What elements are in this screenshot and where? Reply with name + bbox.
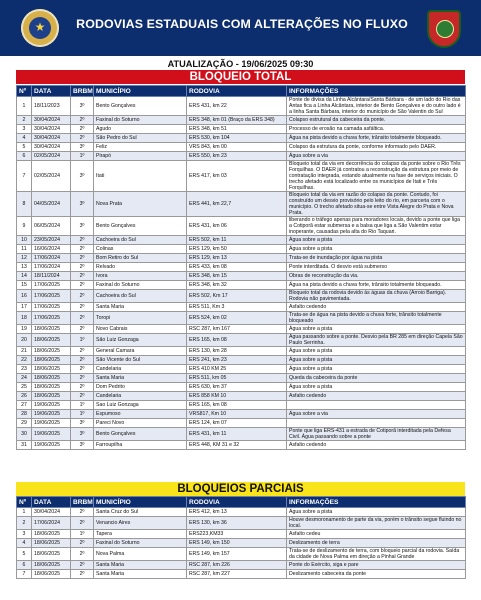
- emblem-center: [436, 20, 454, 38]
- table-row: [17, 441, 466, 450]
- cell-brbm: 2º: [71, 383, 94, 392]
- cell-data: 04/05/2024: [32, 192, 71, 217]
- cell-informacoes: Trata-se de inundação por água na pista: [287, 254, 466, 263]
- cell-rodovia: ERS 530, km 104: [187, 134, 287, 143]
- column-header-rodovia: RODOVIA: [187, 497, 287, 508]
- cell-numero: 16: [17, 290, 32, 303]
- cell-numero: 2: [17, 517, 32, 530]
- table-row: [17, 236, 466, 245]
- cell-municipio: Cachoeira do Sul: [94, 236, 187, 245]
- cell-rodovia: RSC 287, km 227: [187, 570, 287, 579]
- cell-numero: 14: [17, 272, 32, 281]
- cell-rodovia: ERS 502, Km 17: [187, 290, 287, 303]
- cell-informacoes: Água sobre a pista: [287, 245, 466, 254]
- column-header-numero: Nº: [17, 86, 32, 97]
- section-title-bloqueios-parciais: BLOQUEIOS PARCIAIS: [16, 482, 465, 496]
- cell-data: 18/06/2025: [32, 561, 71, 570]
- cell-informacoes: Deslizamento cabeceira da ponte: [287, 570, 466, 579]
- cell-municipio: Faxinal do Soturno: [94, 281, 187, 290]
- cell-numero: 7: [17, 161, 32, 192]
- table-row: [17, 303, 466, 312]
- cell-brbm: 2º: [71, 245, 94, 254]
- cell-rodovia: VRS817, Km 10: [187, 410, 287, 419]
- cell-informacoes: Bloqueio total da rodovia devido às águas da chuva (Arroio Barriga). Rodovia não pavimentada.: [287, 290, 466, 303]
- cell-informacoes: Ponte que liga ERS-431 a estrada de Cotiporã interditada pela Defesa Civil. Água passando sobre a ponte: [287, 428, 466, 441]
- cell-informacoes: Ponte de divisa da Linha Alcântara/Santa Bárbara - de um lado do Rio das Antas fica a Linha Alcântara, interior de Bento Gonçalves e do outro lado é a linha Santa Bárbara, interior do município de São Valentin do Sul: [287, 97, 466, 116]
- cell-brbm: 2º: [71, 508, 94, 517]
- table-row: [17, 161, 466, 192]
- cell-brbm: 3º: [71, 161, 94, 192]
- table-row: [17, 410, 466, 419]
- cell-data: 18/06/2025: [32, 365, 71, 374]
- cell-numero: 17: [17, 303, 32, 312]
- cell-data: 30/04/2024: [32, 125, 71, 134]
- cell-data: 30/04/2024: [32, 116, 71, 125]
- cell-numero: 31: [17, 441, 32, 450]
- brigade-emblem-logo: [427, 10, 461, 48]
- table-body-bloqueios-parciais: [17, 508, 466, 579]
- table-row: [17, 263, 466, 272]
- cell-municipio: Itati: [94, 161, 187, 192]
- cell-data: 18/06/2025: [32, 356, 71, 365]
- cell-brbm: 2º: [71, 356, 94, 365]
- cell-numero: 10: [17, 236, 32, 245]
- table-row: [17, 517, 466, 530]
- table-row: [17, 217, 466, 236]
- cell-municipio: Relvado: [94, 263, 187, 272]
- table-row: [17, 428, 466, 441]
- cell-brbm: 3º: [71, 97, 94, 116]
- cell-numero: 22: [17, 356, 32, 365]
- cell-municipio: Nova Prata: [94, 192, 187, 217]
- cell-rodovia: RSC 287, km 226: [187, 561, 287, 570]
- column-header-brbm: BRBM: [71, 86, 94, 97]
- cell-brbm: 2º: [71, 272, 94, 281]
- cell-numero: 3: [17, 125, 32, 134]
- cell-brbm: 1º: [71, 401, 94, 410]
- cell-municipio: Colinas: [94, 245, 187, 254]
- cell-data: 06/05/2024: [32, 217, 71, 236]
- cell-informacoes: Água sobre a pista: [287, 325, 466, 334]
- cell-rodovia: ERS 130, km 28: [187, 347, 287, 356]
- cell-rodovia: ERS 149, km 157: [187, 548, 287, 561]
- table-row: [17, 143, 466, 152]
- cell-data: 18/06/2025: [32, 548, 71, 561]
- table-row: [17, 245, 466, 254]
- cell-numero: 27: [17, 401, 32, 410]
- column-header-rodovia: RODOVIA: [187, 86, 287, 97]
- cell-data: 17/06/2024: [32, 263, 71, 272]
- cell-municipio: Espumoso: [94, 410, 187, 419]
- cell-informacoes: Trata-se de água na pista devido a chuva forte, trânsito totalmente bloqueado: [287, 312, 466, 325]
- table-row: [17, 374, 466, 383]
- cell-numero: 8: [17, 192, 32, 217]
- cell-brbm: 2º: [71, 116, 94, 125]
- cell-data: 18/06/2025: [32, 347, 71, 356]
- cell-brbm: 3º: [71, 217, 94, 236]
- cell-data: 18/06/2025: [32, 570, 71, 579]
- cell-rodovia: ERS 348, km 32: [187, 281, 287, 290]
- cell-rodovia: ERS 511, Km 3: [187, 303, 287, 312]
- cell-rodovia: RSC 287, km 167: [187, 325, 287, 334]
- cell-data: 30/04/2024: [32, 134, 71, 143]
- table-row: [17, 134, 466, 143]
- table-row: [17, 347, 466, 356]
- cell-data: 19/06/2025: [32, 428, 71, 441]
- cell-numero: 24: [17, 374, 32, 383]
- cell-municipio: Venancio Aires: [94, 517, 187, 530]
- cell-municipio: Feliz: [94, 143, 187, 152]
- cell-rodovia: ERS 410 KM 25: [187, 365, 287, 374]
- cell-data: 18/11/2023: [32, 97, 71, 116]
- cell-rodovia: ERS 502, km 11: [187, 236, 287, 245]
- cell-data: 30/04/2024: [32, 508, 71, 517]
- cell-municipio: Faxinal do Soturno: [94, 116, 187, 125]
- cell-brbm: 2º: [71, 290, 94, 303]
- cell-brbm: 2º: [71, 365, 94, 374]
- cell-data: 17/06/2024: [32, 254, 71, 263]
- cell-municipio: Bom Retiro do Sul: [94, 254, 187, 263]
- header-title: RODOVIAS ESTADUAIS COM ALTERAÇÕES NO FLUXO: [76, 17, 408, 31]
- cell-numero: 4: [17, 539, 32, 548]
- cell-informacoes: Trata-se de deslizamento de terra, com bloqueio parcial da rodovia. Saída da cidade de Nova Palma em direção a Pinhal Grande: [287, 548, 466, 561]
- cell-data: 16/06/2024: [32, 245, 71, 254]
- cell-brbm: 2º: [71, 281, 94, 290]
- cell-numero: 6: [17, 561, 32, 570]
- cell-municipio: Pirapó: [94, 152, 187, 161]
- cell-brbm: 2º: [71, 347, 94, 356]
- cell-informacoes: liberando o tráfego apenas para moradores locais, devido a ponte que liga a Cotiporã estar submersa e a balsa que liga a São Valentim estar inoperante, causadas pela alta do Rio Taquari.: [287, 217, 466, 236]
- cell-municipio: Candelaria: [94, 365, 187, 374]
- cell-rodovia: ERS 348, km 01 (Braço da ERS 348): [187, 116, 287, 125]
- cell-numero: 15: [17, 281, 32, 290]
- cell-brbm: 3º: [71, 441, 94, 450]
- cell-numero: 29: [17, 419, 32, 428]
- table-row: [17, 539, 466, 548]
- cell-brbm: 1º: [71, 410, 94, 419]
- cell-rodovia: ERS 129, km 50: [187, 245, 287, 254]
- cell-brbm: 2º: [71, 517, 94, 530]
- cell-informacoes: Asfalto cedendo: [287, 392, 466, 401]
- cell-municipio: Toropi: [94, 312, 187, 325]
- cell-brbm: 3º: [71, 428, 94, 441]
- cell-rodovia: ERS 431, km 22: [187, 97, 287, 116]
- cell-brbm: 3º: [71, 143, 94, 152]
- cell-data: 17/06/2024: [32, 517, 71, 530]
- table-row: [17, 383, 466, 392]
- cell-municipio: Santa Maria: [94, 303, 187, 312]
- cell-informacoes: Asfalto cedeu: [287, 530, 466, 539]
- cell-informacoes: Colapso estrutural da cabeceira da ponte.: [287, 116, 466, 125]
- cell-informacoes: Deslizamento de terra: [287, 539, 466, 548]
- table-row: [17, 116, 466, 125]
- table-row: [17, 272, 466, 281]
- cell-municipio: Agudo: [94, 125, 187, 134]
- cell-informacoes: Processo de erosão na camada asfáltica.: [287, 125, 466, 134]
- cell-informacoes: [287, 401, 466, 410]
- cell-informacoes: Água sobre a pista: [287, 347, 466, 356]
- cell-data: 17/06/2025: [32, 290, 71, 303]
- cell-municipio: Santa Maria: [94, 570, 187, 579]
- cell-numero: 19: [17, 325, 32, 334]
- cell-data: 18/06/2025: [32, 374, 71, 383]
- cell-numero: 28: [17, 410, 32, 419]
- cell-brbm: 2º: [71, 570, 94, 579]
- cell-rodovia: ERS 433, km 08: [187, 263, 287, 272]
- table-row: [17, 334, 466, 347]
- cell-rodovia: ERS 348, km 15: [187, 272, 287, 281]
- cell-brbm: 2º: [71, 236, 94, 245]
- cell-informacoes: Água sobre a pista: [287, 508, 466, 517]
- cell-data: 17/06/2025: [32, 312, 71, 325]
- column-header-numero: Nº: [17, 497, 32, 508]
- cell-brbm: 2º: [71, 325, 94, 334]
- cell-rodovia: ERS 448, KM 31 e 32: [187, 441, 287, 450]
- cell-informacoes: Água sobre a pista: [287, 365, 466, 374]
- cell-brbm: 2º: [71, 263, 94, 272]
- cell-municipio: Dom Pedrito: [94, 383, 187, 392]
- cell-municipio: Farroupilha: [94, 441, 187, 450]
- cell-data: 23/05/2024: [32, 236, 71, 245]
- cell-informacoes: Colapso da estrutura da ponte, conforme informado pelo DAER.: [287, 143, 466, 152]
- cell-municipio: Novo Cabrais: [94, 325, 187, 334]
- table-header-row: [17, 497, 466, 508]
- cell-municipio: Sao Luiz Gonzaga: [94, 401, 187, 410]
- cell-data: 19/06/2025: [32, 410, 71, 419]
- cell-municipio: Tapera: [94, 530, 187, 539]
- table-body-bloqueio-total: [17, 97, 466, 450]
- cell-brbm: 2º: [71, 125, 94, 134]
- cell-brbm: 1º: [71, 334, 94, 347]
- table-row: [17, 325, 466, 334]
- cell-informacoes: Queda da cabeceira da ponte: [287, 374, 466, 383]
- cell-rodovia: ERS 431, km 11: [187, 428, 287, 441]
- cell-informacoes: Água sobre a pista: [287, 383, 466, 392]
- cell-municipio: São Pedro do Sul: [94, 134, 187, 143]
- update-timestamp: ATUALIZAÇÃO - 19/06/2025 09:30: [167, 59, 314, 69]
- table-row: [17, 570, 466, 579]
- cell-brbm: 1º: [71, 530, 94, 539]
- column-header-informacoes: INFORMAÇÕES: [287, 497, 466, 508]
- cell-numero: 5: [17, 143, 32, 152]
- cell-informacoes: Água na pista devido a chuva forte, trânsito totalmente bloqueado.: [287, 281, 466, 290]
- cell-brbm: 3º: [71, 419, 94, 428]
- cell-data: 17/06/2025: [32, 303, 71, 312]
- table-bloqueios-parciais: [16, 496, 466, 579]
- cell-data: 18/11/2024: [32, 272, 71, 281]
- table-row: [17, 356, 466, 365]
- cell-numero: 1: [17, 97, 32, 116]
- cell-municipio: Bento Gonçalves: [94, 217, 187, 236]
- cell-data: 17/06/2025: [32, 281, 71, 290]
- cell-informacoes: Água sobre a via: [287, 410, 466, 419]
- seal-center: [29, 17, 51, 39]
- cell-informacoes: Água sobre a pista: [287, 236, 466, 245]
- column-header-informacoes: INFORMAÇÕES: [287, 86, 466, 97]
- table-row: [17, 312, 466, 325]
- cell-informacoes: Água sobre a via: [287, 152, 466, 161]
- cell-brbm: 1º: [71, 152, 94, 161]
- cell-informacoes: Ponte do Exército, siga e pare: [287, 561, 466, 570]
- table-row: [17, 192, 466, 217]
- cell-numero: 23: [17, 365, 32, 374]
- table-row: [17, 548, 466, 561]
- table-row: [17, 152, 466, 161]
- cell-brbm: 2º: [71, 254, 94, 263]
- cell-informacoes: Água sobre a pista: [287, 356, 466, 365]
- cell-rodovia: ERS 441, km 22,7: [187, 192, 287, 217]
- cell-data: 18/06/2025: [32, 334, 71, 347]
- cell-data: 18/06/2025: [32, 383, 71, 392]
- table-header-row: [17, 86, 466, 97]
- header-banner: [0, 0, 481, 56]
- cell-numero: 13: [17, 263, 32, 272]
- cell-rodovia: ERS 241, km 23: [187, 356, 287, 365]
- cell-rodovia: ERS 124, km 07: [187, 419, 287, 428]
- cell-rodovia: ERS 550, km 23: [187, 152, 287, 161]
- cell-numero: 30: [17, 428, 32, 441]
- cell-brbm: 2º: [71, 312, 94, 325]
- cell-numero: 1: [17, 508, 32, 517]
- cell-rodovia: ERS 417, km 03: [187, 161, 287, 192]
- cell-data: 19/06/2025: [32, 419, 71, 428]
- cell-brbm: 2º: [71, 374, 94, 383]
- cell-data: 19/06/2025: [32, 401, 71, 410]
- table-row: [17, 365, 466, 374]
- cell-brbm: 2º: [71, 539, 94, 548]
- cell-informacoes: Ponte interditada. O desvio está submerso: [287, 263, 466, 272]
- cell-municipio: Santa Maria: [94, 374, 187, 383]
- section-title-bloqueio-total: BLOQUEIO TOTAL: [16, 70, 465, 84]
- cell-informacoes: Água passando sobre a ponte. Desvio pela BR 285 em direção Capela São Paulo Serrinha.: [287, 334, 466, 347]
- cell-numero: 5: [17, 548, 32, 561]
- table-row: [17, 508, 466, 517]
- cell-informacoes: Bloqueio total da via em decorrência do colapso da ponte sobre o Rio Três Forquilhas. O DAER já contratou a reconstrução da estrutura por meio de contratação integrada, estando atualmente na fase de serviços iniciais. O trecho afetado está localizado entre os municípios de Itati e Três Forquilhas.: [287, 161, 466, 192]
- cell-numero: 6: [17, 152, 32, 161]
- table-row: [17, 125, 466, 134]
- cell-numero: 11: [17, 245, 32, 254]
- cell-data: 18/06/2025: [32, 325, 71, 334]
- cell-municipio: Santa Maria: [94, 561, 187, 570]
- cell-rodovia: ERS 630, km 37: [187, 383, 287, 392]
- cell-numero: 3: [17, 530, 32, 539]
- cell-rodovia: ERS223,KM33: [187, 530, 287, 539]
- table-row: [17, 392, 466, 401]
- cell-data: 30/04/2024: [32, 143, 71, 152]
- table-row: [17, 530, 466, 539]
- column-header-municipio: MUNICÍPIO: [94, 497, 187, 508]
- cell-rodovia: ERS 165, km 08: [187, 334, 287, 347]
- cell-rodovia: ERS 858 KM 10: [187, 392, 287, 401]
- cell-municipio: Bento Gonçalves: [94, 97, 187, 116]
- cell-data: 19/06/2025: [32, 441, 71, 450]
- column-header-data: DATA: [32, 86, 71, 97]
- cell-rodovia: ERS 431, km 06: [187, 217, 287, 236]
- cell-rodovia: ERS 165, km 08: [187, 401, 287, 410]
- cell-rodovia: ERS 348, km 51: [187, 125, 287, 134]
- cell-data: 18/06/2025: [32, 539, 71, 548]
- cell-municipio: Faxinal do Soturno: [94, 539, 187, 548]
- column-header-brbm: BRBM: [71, 497, 94, 508]
- cell-numero: 25: [17, 383, 32, 392]
- table-row: [17, 419, 466, 428]
- table-row: [17, 254, 466, 263]
- cell-numero: 12: [17, 254, 32, 263]
- cell-informacoes: Obras de reconstrução da via.: [287, 272, 466, 281]
- cell-brbm: 2º: [71, 303, 94, 312]
- cell-brbm: 2º: [71, 392, 94, 401]
- cell-brbm: 2º: [71, 548, 94, 561]
- column-header-municipio: MUNICÍPIO: [94, 86, 187, 97]
- cell-informacoes: Bloqueio total da via em razão do colapso da ponte. Contudo, foi construído um desvio provisório pelo leito do rio, em parceria com o município. O trecho afetado situa-se entre Vista Alegre do Prata e Nova Prata.: [287, 192, 466, 217]
- cell-municipio: Pareci Novo: [94, 419, 187, 428]
- cell-informacoes: Asfalto cedendo: [287, 303, 466, 312]
- cell-numero: 2: [17, 116, 32, 125]
- cell-rodovia: ERS 149, km 150: [187, 539, 287, 548]
- cell-rodovia: ERS 129, km 13: [187, 254, 287, 263]
- cell-informacoes: [287, 419, 466, 428]
- cell-numero: 18: [17, 312, 32, 325]
- cell-municipio: São Vicente do Sul: [94, 356, 187, 365]
- cell-informacoes: Água na pista devido a chuva forte, trânsito totalmente bloqueado.: [287, 134, 466, 143]
- cell-data: 02/05/2024: [32, 161, 71, 192]
- cell-data: 18/06/2025: [32, 530, 71, 539]
- cell-rodovia: VRS 843, km 00: [187, 143, 287, 152]
- state-seal-logo: [21, 9, 59, 47]
- cell-informacoes: Houve desmoronamento de parte da via, porém o trânsito segue fluindo no local.: [287, 517, 466, 530]
- cell-municipio: Santa Cruz do Sul: [94, 508, 187, 517]
- cell-municipio: General Camara: [94, 347, 187, 356]
- cell-rodovia: ERS 524, km 02: [187, 312, 287, 325]
- cell-informacoes: Asfalto cedendo: [287, 441, 466, 450]
- cell-rodovia: ERS 130, km 36: [187, 517, 287, 530]
- cell-brbm: 2º: [71, 134, 94, 143]
- cell-municipio: São Luiz Gonzaga: [94, 334, 187, 347]
- table-row: [17, 281, 466, 290]
- column-header-data: DATA: [32, 497, 71, 508]
- table-bloqueio-total: [16, 85, 466, 450]
- star-icon: ★: [34, 20, 46, 34]
- cell-brbm: 2º: [71, 561, 94, 570]
- cell-data: 02/05/2024: [32, 152, 71, 161]
- cell-numero: 7: [17, 570, 32, 579]
- table-row: [17, 561, 466, 570]
- cell-numero: 21: [17, 347, 32, 356]
- cell-brbm: 3º: [71, 192, 94, 217]
- cell-rodovia: ERS 511, km 05: [187, 374, 287, 383]
- cell-numero: 4: [17, 134, 32, 143]
- cell-numero: 26: [17, 392, 32, 401]
- table-row: [17, 401, 466, 410]
- cell-municipio: Candelaria: [94, 392, 187, 401]
- cell-municipio: Ivora: [94, 272, 187, 281]
- cell-numero: 20: [17, 334, 32, 347]
- cell-municipio: Nova Palma: [94, 548, 187, 561]
- table-row: [17, 290, 466, 303]
- cell-municipio: Bento Gonçalves: [94, 428, 187, 441]
- cell-rodovia: ERS 412, km 13: [187, 508, 287, 517]
- cell-data: 18/06/2025: [32, 392, 71, 401]
- table-row: [17, 97, 466, 116]
- cell-numero: 9: [17, 217, 32, 236]
- cell-municipio: Cachoeira do Sul: [94, 290, 187, 303]
